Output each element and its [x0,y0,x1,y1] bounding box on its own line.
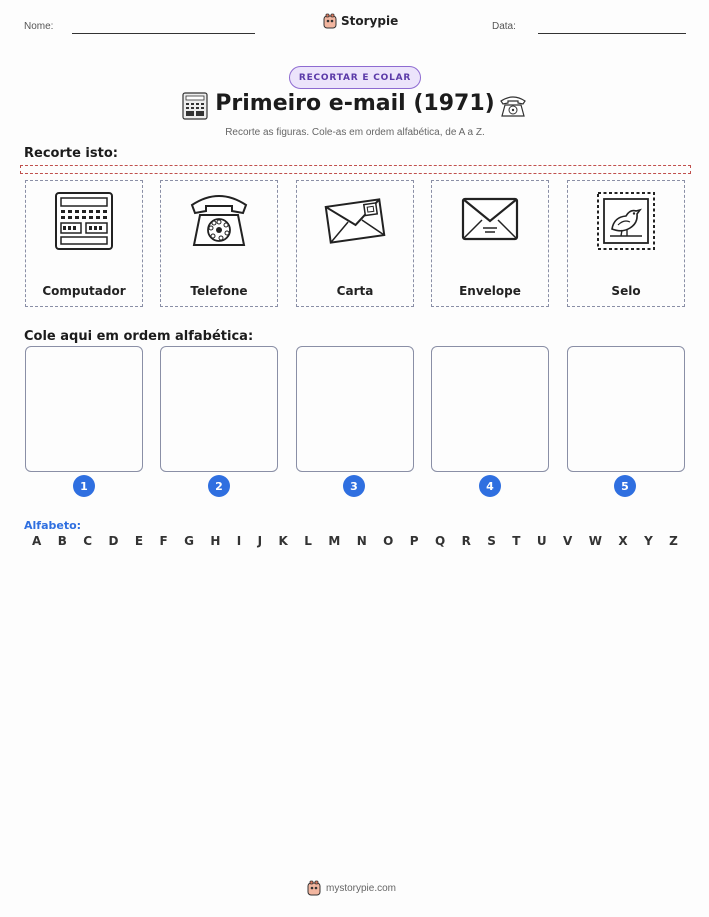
alphabet-letter: H [210,534,221,548]
card-label: Carta [336,284,374,298]
name-line[interactable] [72,33,255,34]
date-label: Data: [492,21,516,32]
paste-section-label: Cole aqui em ordem alfabética: [24,329,254,344]
alphabet-letter: U [536,534,547,548]
alphabet-letter: V [563,534,573,548]
alphabet-letter: L [304,534,312,548]
slot-number: 3 [343,475,365,497]
alphabet-letter: S [487,534,496,548]
alphabet-letter: M [328,534,341,548]
date-line[interactable] [538,33,686,34]
slot-number: 2 [208,475,230,497]
alphabet-letter: T [512,534,521,548]
alphabet-letter: P [409,534,419,548]
paste-slot-2[interactable] [160,346,278,472]
storypie-mascot-icon [307,880,321,896]
cut-section-label: Recorte isto: [24,146,118,161]
card-envelope[interactable] [431,180,549,307]
paste-slot-1[interactable] [25,346,143,472]
stamp-icon [594,189,658,253]
card-label: Envelope [459,284,521,298]
alphabet-letter: O [383,534,394,548]
alphabet-letter: F [159,534,168,548]
alphabet-letter: K [278,534,288,548]
footer-site-link[interactable]: mystorypie.com [326,882,397,894]
paste-slot-3[interactable] [296,346,414,472]
alphabet-letter: I [236,534,242,548]
card-label: Computador [42,284,126,298]
brand-logo [323,13,398,29]
card-label: Selo [611,284,641,298]
alphabet-letter: A [32,534,42,548]
alphabet-letter: N [356,534,367,548]
paste-slot-5[interactable] [567,346,685,472]
slot-number: 1 [73,475,95,497]
alphabet-letter: G [184,534,194,548]
alphabet-letter: W [588,534,602,548]
telephone-title-icon [498,94,528,122]
card-computer[interactable] [25,180,143,307]
alphabet-letter: X [618,534,628,548]
slot-number: 4 [479,475,501,497]
name-label: Nome: [24,21,54,32]
alphabet-letter: Q [434,534,446,548]
alphabet-letter: C [83,534,93,548]
instructions: Recorte as figuras. Cole-as em ordem alfabética, de A a Z. [225,127,485,138]
alphabet-letter: Y [644,534,653,548]
alphabet-letter: Z [669,534,678,548]
computer-icon [52,189,116,253]
card-label: Telefone [190,284,248,298]
card-stamp[interactable] [567,180,685,307]
telephone-icon [186,189,252,249]
envelope-icon [457,189,523,249]
card-letter[interactable] [296,180,414,307]
alphabet-letter: D [108,534,119,548]
footer [307,880,396,896]
page-title: Primeiro e-mail (1971) [215,91,495,116]
alphabet-row [32,534,678,548]
slot-number: 5 [614,475,636,497]
alphabet-letter: J [257,534,263,548]
letter-icon [322,189,388,249]
brand-name: Storypie [341,14,399,28]
computer-title-icon [182,92,208,124]
cut-line [20,165,691,174]
alphabet-letter: R [461,534,471,548]
paste-slot-4[interactable] [431,346,549,472]
alphabet-letter: E [134,534,144,548]
alphabet-label: Alfabeto: [24,519,82,532]
card-telephone[interactable] [160,180,278,307]
alphabet-letter: B [57,534,67,548]
storypie-mascot-icon [323,13,337,29]
activity-badge: RECORTAR E COLAR [289,66,421,89]
